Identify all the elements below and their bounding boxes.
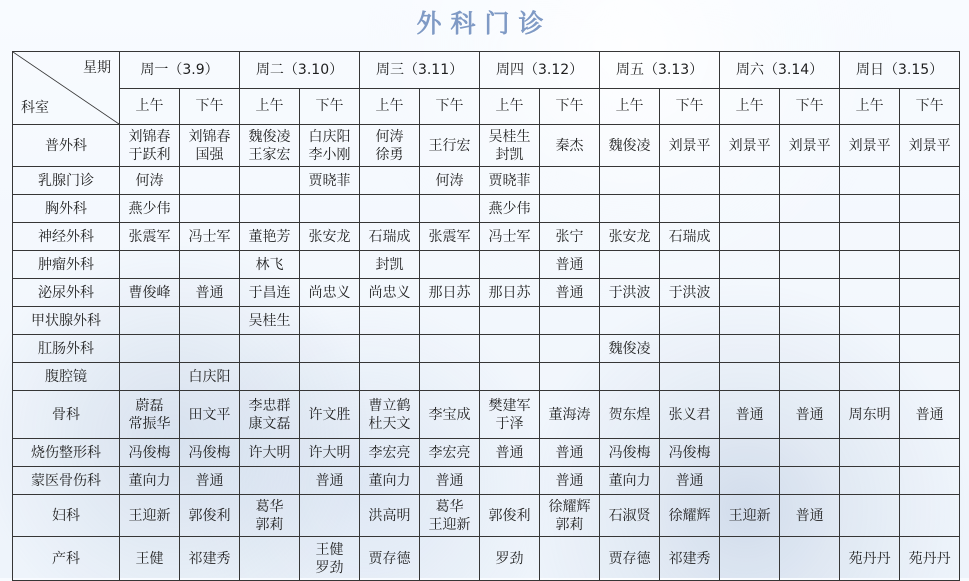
schedule-cell bbox=[660, 167, 720, 195]
period-header: 下午 bbox=[420, 88, 480, 125]
schedule-cell: 于洪波 bbox=[600, 279, 660, 307]
schedule-cell bbox=[840, 223, 900, 251]
period-header: 下午 bbox=[180, 88, 240, 125]
schedule-cell: 李宏亮 bbox=[420, 439, 480, 467]
schedule-cell bbox=[300, 363, 360, 391]
department-name: 骨科 bbox=[13, 391, 120, 439]
table-row bbox=[13, 223, 960, 251]
schedule-cell: 普通 bbox=[480, 439, 540, 467]
day-header: 周三（3.11） bbox=[360, 52, 480, 89]
schedule-cell bbox=[480, 363, 540, 391]
schedule-cell bbox=[840, 495, 900, 537]
schedule-cell bbox=[720, 167, 780, 195]
schedule-cell bbox=[600, 167, 660, 195]
department-name: 烧伤整形科 bbox=[13, 439, 120, 467]
schedule-cell bbox=[900, 223, 960, 251]
schedule-cell bbox=[840, 439, 900, 467]
schedule-cell: 张震军 bbox=[420, 223, 480, 251]
period-header: 下午 bbox=[900, 88, 960, 125]
schedule-cell bbox=[120, 335, 180, 363]
schedule-cell bbox=[840, 279, 900, 307]
schedule-cell bbox=[360, 307, 420, 335]
schedule-cell bbox=[900, 251, 960, 279]
schedule-cell bbox=[900, 167, 960, 195]
schedule-cell: 冯士军 bbox=[480, 223, 540, 251]
schedule-cell: 燕少伟 bbox=[480, 195, 540, 223]
day-header: 周二（3.10） bbox=[240, 52, 360, 89]
schedule-cell: 樊建军 于泽 bbox=[480, 391, 540, 439]
schedule-cell bbox=[540, 307, 600, 335]
schedule-cell bbox=[720, 363, 780, 391]
schedule-cell: 许大明 bbox=[300, 439, 360, 467]
schedule-cell: 魏俊凌 王家宏 bbox=[240, 125, 300, 167]
table-row bbox=[13, 467, 960, 495]
schedule-cell bbox=[780, 195, 840, 223]
schedule-cell bbox=[600, 195, 660, 223]
schedule-cell: 周东明 bbox=[840, 391, 900, 439]
period-header: 下午 bbox=[540, 88, 600, 125]
schedule-cell bbox=[420, 251, 480, 279]
schedule-cell bbox=[900, 279, 960, 307]
schedule-cell: 白庆阳 bbox=[180, 363, 240, 391]
schedule-cell bbox=[240, 167, 300, 195]
schedule-cell: 吴桂生 bbox=[240, 307, 300, 335]
department-name: 乳腺门诊 bbox=[13, 167, 120, 195]
schedule-cell bbox=[600, 251, 660, 279]
schedule-cell: 普通 bbox=[780, 495, 840, 537]
schedule-cell bbox=[900, 307, 960, 335]
schedule-cell bbox=[360, 363, 420, 391]
schedule-cell: 曹俊峰 bbox=[120, 279, 180, 307]
schedule-cell bbox=[780, 537, 840, 581]
schedule-cell: 燕少伟 bbox=[120, 195, 180, 223]
schedule-cell bbox=[300, 251, 360, 279]
schedule-cell: 王健 罗劲 bbox=[300, 537, 360, 581]
schedule-cell bbox=[540, 167, 600, 195]
schedule-cell bbox=[300, 335, 360, 363]
schedule-cell: 于昌连 bbox=[240, 279, 300, 307]
schedule-cell: 刘景平 bbox=[660, 125, 720, 167]
day-header: 周六（3.14） bbox=[720, 52, 840, 89]
schedule-cell: 葛华 王迎新 bbox=[420, 495, 480, 537]
schedule-cell bbox=[360, 335, 420, 363]
schedule-cell: 尚忠义 bbox=[300, 279, 360, 307]
schedule-cell bbox=[720, 335, 780, 363]
table-row bbox=[13, 125, 960, 167]
table-row bbox=[13, 251, 960, 279]
schedule-cell: 郭俊利 bbox=[480, 495, 540, 537]
schedule-cell bbox=[300, 307, 360, 335]
schedule-cell bbox=[720, 537, 780, 581]
schedule-cell bbox=[240, 537, 300, 581]
schedule-cell: 普通 bbox=[180, 467, 240, 495]
schedule-cell: 尚忠义 bbox=[360, 279, 420, 307]
period-header: 下午 bbox=[780, 88, 840, 125]
outpatient-schedule-table bbox=[12, 51, 960, 581]
schedule-cell: 魏俊凌 bbox=[600, 335, 660, 363]
schedule-cell bbox=[660, 195, 720, 223]
schedule-cell: 冯俊梅 bbox=[120, 439, 180, 467]
table-row bbox=[13, 439, 960, 467]
schedule-cell: 贾晓菲 bbox=[300, 167, 360, 195]
schedule-cell bbox=[780, 363, 840, 391]
schedule-cell: 普通 bbox=[180, 279, 240, 307]
schedule-cell: 于洪波 bbox=[660, 279, 720, 307]
department-name: 肛肠外科 bbox=[13, 335, 120, 363]
schedule-cell: 贾晓菲 bbox=[480, 167, 540, 195]
period-header: 上午 bbox=[840, 88, 900, 125]
day-header: 周四（3.12） bbox=[480, 52, 600, 89]
schedule-cell: 董艳芳 bbox=[240, 223, 300, 251]
schedule-cell bbox=[660, 335, 720, 363]
schedule-cell: 普通 bbox=[720, 391, 780, 439]
schedule-cell bbox=[360, 167, 420, 195]
schedule-cell bbox=[540, 335, 600, 363]
schedule-cell: 王行宏 bbox=[420, 125, 480, 167]
schedule-cell: 刘锦春 国强 bbox=[180, 125, 240, 167]
schedule-cell bbox=[780, 223, 840, 251]
schedule-cell: 封凯 bbox=[360, 251, 420, 279]
schedule-cell: 普通 bbox=[780, 391, 840, 439]
schedule-cell bbox=[600, 363, 660, 391]
day-header: 周一（3.9） bbox=[120, 52, 240, 89]
schedule-cell: 普通 bbox=[420, 467, 480, 495]
schedule-cell bbox=[420, 363, 480, 391]
schedule-cell bbox=[420, 335, 480, 363]
schedule-cell bbox=[660, 363, 720, 391]
department-name: 普外科 bbox=[13, 125, 120, 167]
schedule-cell: 张安龙 bbox=[600, 223, 660, 251]
schedule-cell: 苑丹丹 bbox=[840, 537, 900, 581]
schedule-cell bbox=[360, 195, 420, 223]
schedule-cell bbox=[420, 537, 480, 581]
schedule-cell: 石瑞成 bbox=[660, 223, 720, 251]
schedule-cell bbox=[720, 467, 780, 495]
schedule-cell: 李宏亮 bbox=[360, 439, 420, 467]
schedule-cell bbox=[180, 195, 240, 223]
schedule-cell: 董向力 bbox=[600, 467, 660, 495]
schedule-cell: 刘锦春 于跃利 bbox=[120, 125, 180, 167]
schedule-cell: 普通 bbox=[300, 467, 360, 495]
schedule-cell: 贺东煌 bbox=[600, 391, 660, 439]
schedule-cell bbox=[120, 307, 180, 335]
weekday-axis-label: 星期 bbox=[83, 60, 111, 76]
department-name: 妇科 bbox=[13, 495, 120, 537]
schedule-cell bbox=[840, 467, 900, 495]
schedule-cell bbox=[300, 195, 360, 223]
schedule-cell bbox=[720, 307, 780, 335]
schedule-cell: 贾存德 bbox=[600, 537, 660, 581]
day-header: 周日（3.15） bbox=[840, 52, 960, 89]
schedule-cell: 张安龙 bbox=[300, 223, 360, 251]
schedule-cell bbox=[540, 537, 600, 581]
schedule-cell: 魏俊凌 bbox=[600, 125, 660, 167]
department-name: 产科 bbox=[13, 537, 120, 581]
schedule-cell bbox=[180, 307, 240, 335]
department-name: 肿瘤外科 bbox=[13, 251, 120, 279]
department-name: 蒙医骨伤科 bbox=[13, 467, 120, 495]
schedule-cell bbox=[900, 335, 960, 363]
schedule-cell: 那日苏 bbox=[420, 279, 480, 307]
schedule-cell: 那日苏 bbox=[480, 279, 540, 307]
schedule-cell bbox=[240, 363, 300, 391]
schedule-cell bbox=[900, 495, 960, 537]
schedule-cell: 何涛 徐勇 bbox=[360, 125, 420, 167]
schedule-cell bbox=[900, 467, 960, 495]
department-name: 腹腔镜 bbox=[13, 363, 120, 391]
schedule-cell: 徐耀辉 bbox=[660, 495, 720, 537]
schedule-cell bbox=[120, 251, 180, 279]
schedule-cell: 刘景平 bbox=[720, 125, 780, 167]
schedule-cell bbox=[720, 223, 780, 251]
schedule-cell: 何涛 bbox=[420, 167, 480, 195]
schedule-cell bbox=[900, 195, 960, 223]
schedule-cell: 刘景平 bbox=[840, 125, 900, 167]
schedule-cell bbox=[840, 195, 900, 223]
schedule-cell: 祁建秀 bbox=[660, 537, 720, 581]
schedule-cell bbox=[840, 335, 900, 363]
schedule-cell bbox=[900, 363, 960, 391]
schedule-cell: 葛华 郭莉 bbox=[240, 495, 300, 537]
day-header: 周五（3.13） bbox=[600, 52, 720, 89]
schedule-cell bbox=[180, 335, 240, 363]
period-header: 上午 bbox=[480, 88, 540, 125]
schedule-cell: 王健 bbox=[120, 537, 180, 581]
table-row bbox=[13, 335, 960, 363]
schedule-cell: 吴桂生 封凯 bbox=[480, 125, 540, 167]
schedule-cell bbox=[240, 335, 300, 363]
schedule-cell bbox=[240, 195, 300, 223]
schedule-cell: 冯俊梅 bbox=[180, 439, 240, 467]
table-row bbox=[13, 495, 960, 537]
schedule-cell: 徐耀辉 郭莉 bbox=[540, 495, 600, 537]
schedule-cell bbox=[720, 251, 780, 279]
schedule-cell bbox=[240, 467, 300, 495]
schedule-cell: 贾存德 bbox=[360, 537, 420, 581]
schedule-cell: 何涛 bbox=[120, 167, 180, 195]
table-row bbox=[13, 363, 960, 391]
schedule-cell bbox=[420, 307, 480, 335]
schedule-cell bbox=[480, 467, 540, 495]
schedule-cell bbox=[900, 439, 960, 467]
schedule-cell bbox=[840, 363, 900, 391]
schedule-cell: 普通 bbox=[540, 439, 600, 467]
table-row bbox=[13, 167, 960, 195]
period-header: 上午 bbox=[600, 88, 660, 125]
period-header: 下午 bbox=[300, 88, 360, 125]
page-title: 外科门诊 bbox=[416, 9, 553, 38]
schedule-cell bbox=[720, 439, 780, 467]
schedule-cell bbox=[540, 363, 600, 391]
schedule-cell: 普通 bbox=[540, 279, 600, 307]
schedule-cell bbox=[480, 251, 540, 279]
schedule-cell bbox=[780, 467, 840, 495]
schedule-cell bbox=[780, 439, 840, 467]
schedule-cell bbox=[300, 495, 360, 537]
schedule-cell bbox=[780, 279, 840, 307]
schedule-cell: 秦杰 bbox=[540, 125, 600, 167]
schedule-cell bbox=[840, 307, 900, 335]
schedule-cell: 罗劲 bbox=[480, 537, 540, 581]
schedule-cell bbox=[780, 307, 840, 335]
schedule-cell: 普通 bbox=[660, 467, 720, 495]
schedule-cell: 王迎新 bbox=[720, 495, 780, 537]
schedule-cell: 祁建秀 bbox=[180, 537, 240, 581]
schedule-cell bbox=[540, 195, 600, 223]
schedule-cell bbox=[720, 195, 780, 223]
period-header: 上午 bbox=[120, 88, 180, 125]
schedule-cell: 冯俊梅 bbox=[660, 439, 720, 467]
schedule-cell bbox=[780, 335, 840, 363]
schedule-cell bbox=[600, 307, 660, 335]
table-row bbox=[13, 279, 960, 307]
schedule-cell: 林飞 bbox=[240, 251, 300, 279]
schedule-cell bbox=[660, 251, 720, 279]
schedule-cell: 董向力 bbox=[120, 467, 180, 495]
department-name: 胸外科 bbox=[13, 195, 120, 223]
schedule-cell: 田文平 bbox=[180, 391, 240, 439]
table-row bbox=[13, 391, 960, 439]
schedule-cell: 曹立鹤 杜天文 bbox=[360, 391, 420, 439]
schedule-cell: 洪高明 bbox=[360, 495, 420, 537]
table-corner-header bbox=[13, 52, 120, 125]
schedule-cell: 苑丹丹 bbox=[900, 537, 960, 581]
schedule-cell bbox=[420, 195, 480, 223]
schedule-cell: 董海涛 bbox=[540, 391, 600, 439]
schedule-cell bbox=[180, 251, 240, 279]
schedule-cell: 许大明 bbox=[240, 439, 300, 467]
schedule-cell: 石瑞成 bbox=[360, 223, 420, 251]
schedule-cell: 董向力 bbox=[360, 467, 420, 495]
schedule-cell: 白庆阳 李小刚 bbox=[300, 125, 360, 167]
schedule-cell: 冯俊梅 bbox=[600, 439, 660, 467]
schedule-cell: 普通 bbox=[540, 467, 600, 495]
period-header: 上午 bbox=[240, 88, 300, 125]
schedule-cell bbox=[840, 167, 900, 195]
department-name: 神经外科 bbox=[13, 223, 120, 251]
schedule-cell: 李忠群 康文磊 bbox=[240, 391, 300, 439]
schedule-cell bbox=[780, 251, 840, 279]
schedule-cell bbox=[780, 167, 840, 195]
table-row bbox=[13, 307, 960, 335]
period-header: 上午 bbox=[360, 88, 420, 125]
schedule-cell: 刘景平 bbox=[780, 125, 840, 167]
schedule-cell bbox=[720, 279, 780, 307]
schedule-cell: 冯士军 bbox=[180, 223, 240, 251]
schedule-cell bbox=[180, 167, 240, 195]
schedule-cell: 石淑贤 bbox=[600, 495, 660, 537]
department-name: 泌尿外科 bbox=[13, 279, 120, 307]
schedule-cell bbox=[840, 251, 900, 279]
department-axis-label: 科室 bbox=[21, 100, 49, 116]
schedule-cell: 张宁 bbox=[540, 223, 600, 251]
schedule-cell: 张义君 bbox=[660, 391, 720, 439]
schedule-cell: 许文胜 bbox=[300, 391, 360, 439]
schedule-cell bbox=[480, 335, 540, 363]
schedule-cell: 普通 bbox=[540, 251, 600, 279]
schedule-cell bbox=[480, 307, 540, 335]
schedule-cell bbox=[120, 363, 180, 391]
schedule-cell: 张震军 bbox=[120, 223, 180, 251]
schedule-cell: 王迎新 bbox=[120, 495, 180, 537]
department-name: 甲状腺外科 bbox=[13, 307, 120, 335]
schedule-cell: 李宝成 bbox=[420, 391, 480, 439]
schedule-cell bbox=[660, 307, 720, 335]
schedule-cell: 蔚磊 常振华 bbox=[120, 391, 180, 439]
table-row bbox=[13, 537, 960, 581]
schedule-cell: 郭俊利 bbox=[180, 495, 240, 537]
schedule-cell: 刘景平 bbox=[900, 125, 960, 167]
period-header: 上午 bbox=[720, 88, 780, 125]
schedule-cell: 普通 bbox=[900, 391, 960, 439]
period-header: 下午 bbox=[660, 88, 720, 125]
table-row bbox=[13, 195, 960, 223]
